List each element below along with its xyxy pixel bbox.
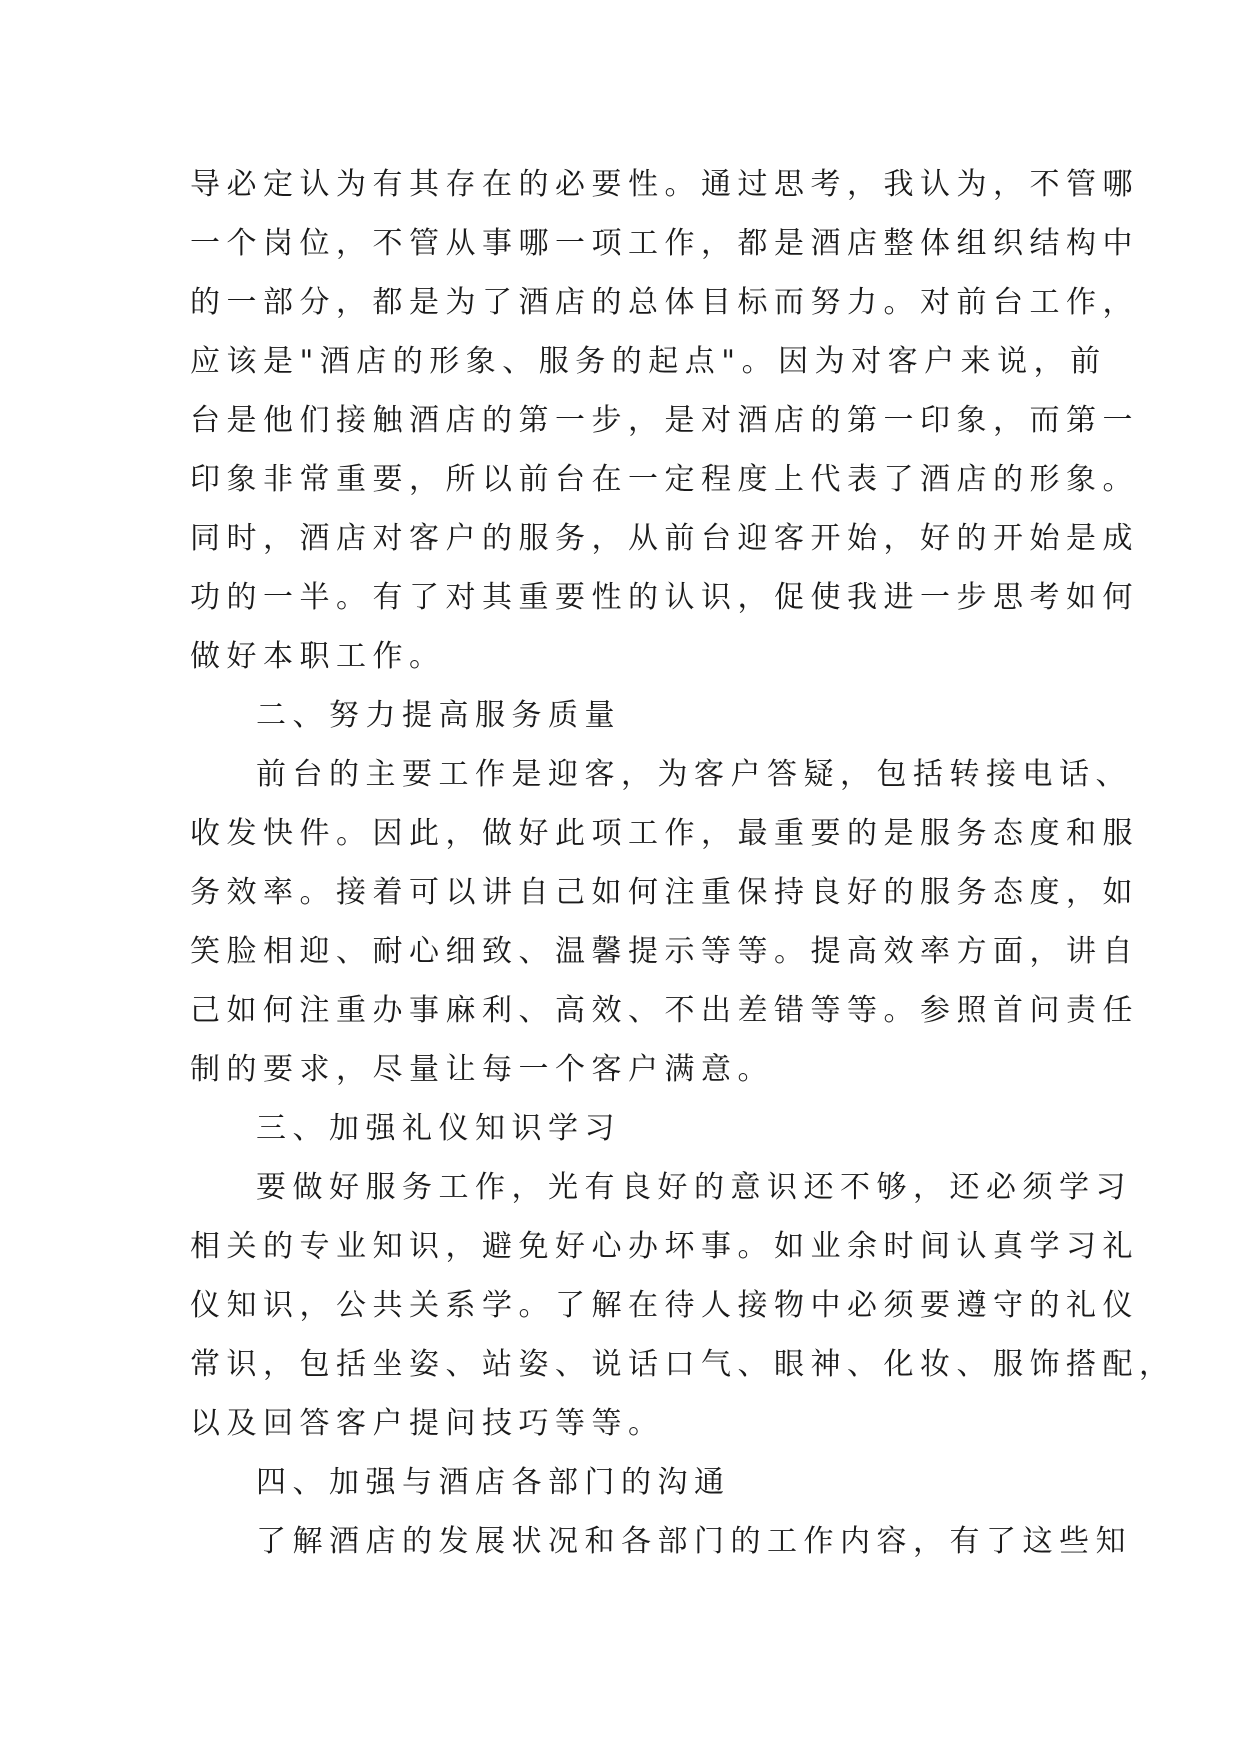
paragraph-line: 仪知识，公共关系学。了解在待人接物中必须要遵守的礼仪 — [190, 1288, 1139, 1323]
paragraph-line: 收发快件。因此，做好此项工作，最重要的是服务态度和服 — [190, 816, 1139, 851]
paragraph-line: 常识，包括坐姿、站姿、说话口气、眼神、化妆、服饰搭配， — [190, 1347, 1176, 1382]
paragraph-line: 同时，酒店对客户的服务，从前台迎客开始，好的开始是成 — [190, 521, 1139, 556]
paragraph-line: 以及回答客户提问技巧等等。 — [190, 1406, 665, 1441]
paragraph-line: 己如何注重办事麻利、高效、不出差错等等。参照首问责任 — [190, 993, 1139, 1028]
paragraph-line: 制的要求，尽量让每一个客户满意。 — [190, 1052, 774, 1087]
paragraph-line: 印象非常重要，所以前台在一定程度上代表了酒店的形象。 — [190, 462, 1139, 497]
section-heading: 三、加强礼仪知识学习 — [256, 1111, 621, 1146]
document-body — [190, 155, 1176, 1571]
paragraph-line: 一个岗位，不管从事哪一项工作，都是酒店整体组织结构中 — [190, 226, 1139, 261]
paragraph-line: 相关的专业知识，避免好心办坏事。如业余时间认真学习礼 — [190, 1229, 1139, 1264]
paragraph-line: 的一部分，都是为了酒店的总体目标而努力。对前台工作， — [190, 285, 1139, 320]
paragraph-line: 功的一半。有了对其重要性的认识，促使我进一步思考如何 — [190, 580, 1139, 615]
paragraph-line: 务效率。接着可以讲自己如何注重保持良好的服务态度，如 — [190, 875, 1139, 910]
paragraph-line: 台是他们接触酒店的第一步，是对酒店的第一印象，而第一 — [190, 403, 1139, 438]
section-heading: 二、努力提高服务质量 — [256, 698, 621, 733]
paragraph-line: 应该是"酒店的形象、服务的起点"。因为对客户来说，前 — [190, 344, 1107, 379]
paragraph-line: 笑脸相迎、耐心细致、温馨提示等等。提高效率方面，讲自 — [190, 934, 1139, 969]
paragraph-line: 要做好服务工作，光有良好的意识还不够，还必须学习 — [256, 1170, 1132, 1205]
section-heading: 四、加强与酒店各部门的沟通 — [256, 1465, 731, 1500]
paragraph-line: 前台的主要工作是迎客，为客户答疑，包括转接电话、 — [256, 757, 1132, 792]
paragraph-line: 了解酒店的发展状况和各部门的工作内容，有了这些知 — [256, 1524, 1132, 1559]
paragraph-line: 做好本职工作。 — [190, 639, 446, 674]
paragraph-line: 导必定认为有其存在的必要性。通过思考，我认为，不管哪 — [190, 167, 1139, 202]
